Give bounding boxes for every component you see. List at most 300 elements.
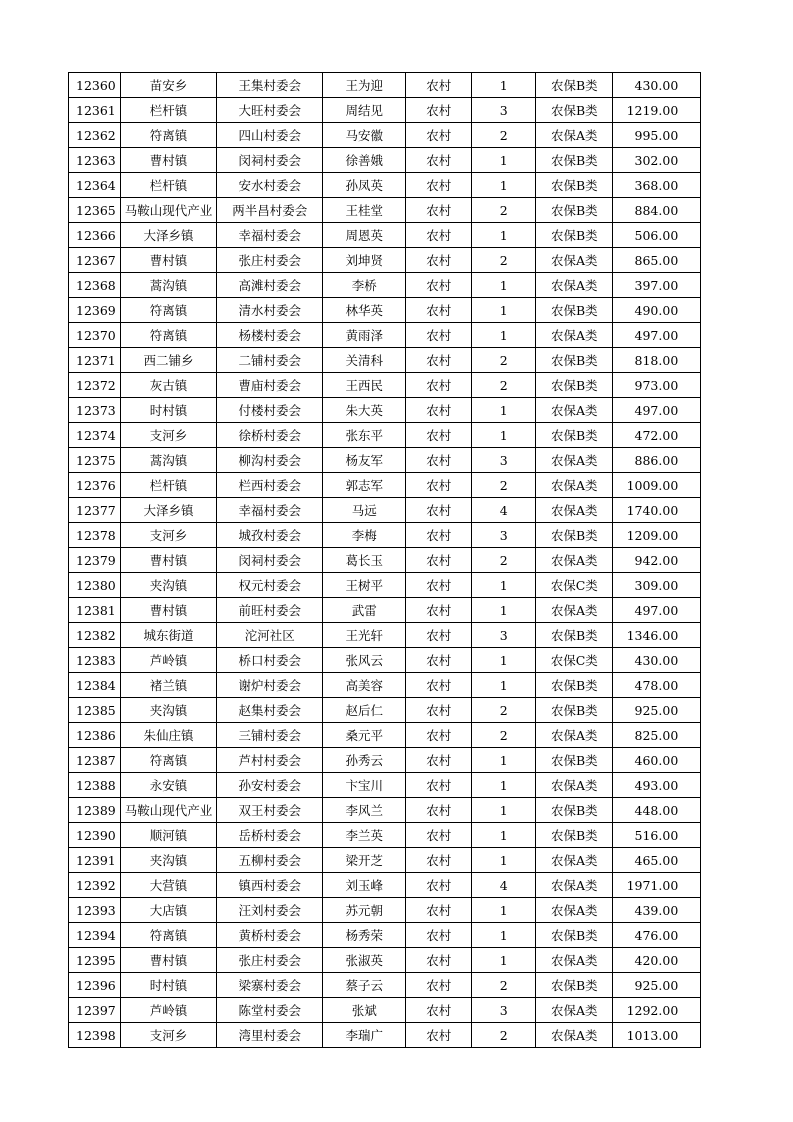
record-id-cell: 12395 xyxy=(69,948,121,973)
amount-cell: 995.00 xyxy=(613,123,701,148)
town-cell: 栏杆镇 xyxy=(120,173,217,198)
category-cell: 农保B类 xyxy=(536,798,613,823)
record-id-cell: 12385 xyxy=(69,698,121,723)
name-cell: 关清科 xyxy=(323,348,406,373)
table-row xyxy=(69,323,701,348)
household-count-cell: 1 xyxy=(472,648,536,673)
village-cell: 二铺村委会 xyxy=(217,348,323,373)
town-cell: 时村镇 xyxy=(120,398,217,423)
household-count-cell: 3 xyxy=(472,448,536,473)
household-count-cell: 1 xyxy=(472,73,536,98)
area-type-cell: 农村 xyxy=(406,748,472,773)
area-type-cell: 农村 xyxy=(406,723,472,748)
table-row xyxy=(69,473,701,498)
category-cell: 农保A类 xyxy=(536,598,613,623)
household-count-cell: 2 xyxy=(472,473,536,498)
name-cell: 葛长玉 xyxy=(323,548,406,573)
amount-cell: 1740.00 xyxy=(613,498,701,523)
table-row xyxy=(69,448,701,473)
amount-cell: 430.00 xyxy=(613,648,701,673)
amount-cell: 973.00 xyxy=(613,373,701,398)
town-cell: 芦岭镇 xyxy=(120,648,217,673)
household-count-cell: 1 xyxy=(472,273,536,298)
category-cell: 农保B类 xyxy=(536,373,613,398)
area-type-cell: 农村 xyxy=(406,248,472,273)
household-count-cell: 1 xyxy=(472,423,536,448)
name-cell: 周结见 xyxy=(323,98,406,123)
category-cell: 农保A类 xyxy=(536,948,613,973)
town-cell: 马鞍山现代产业 xyxy=(120,198,217,223)
village-cell: 双王村委会 xyxy=(217,798,323,823)
household-count-cell: 2 xyxy=(472,373,536,398)
amount-cell: 884.00 xyxy=(613,198,701,223)
town-cell: 符离镇 xyxy=(120,123,217,148)
table-row xyxy=(69,1023,701,1048)
name-cell: 张风云 xyxy=(323,648,406,673)
table-row xyxy=(69,773,701,798)
village-cell: 黄桥村委会 xyxy=(217,923,323,948)
town-cell: 西二铺乡 xyxy=(120,348,217,373)
table-row xyxy=(69,973,701,998)
name-cell: 张淑英 xyxy=(323,948,406,973)
record-id-cell: 12369 xyxy=(69,298,121,323)
town-cell: 大营镇 xyxy=(120,873,217,898)
amount-cell: 1971.00 xyxy=(613,873,701,898)
household-count-cell: 2 xyxy=(472,698,536,723)
table-row xyxy=(69,73,701,98)
area-type-cell: 农村 xyxy=(406,148,472,173)
amount-cell: 497.00 xyxy=(613,398,701,423)
town-cell: 芦岭镇 xyxy=(120,998,217,1023)
amount-cell: 516.00 xyxy=(613,823,701,848)
category-cell: 农保A类 xyxy=(536,398,613,423)
town-cell: 符离镇 xyxy=(120,298,217,323)
area-type-cell: 农村 xyxy=(406,173,472,198)
name-cell: 张东平 xyxy=(323,423,406,448)
name-cell: 黄雨泽 xyxy=(323,323,406,348)
amount-cell: 439.00 xyxy=(613,898,701,923)
record-id-cell: 12378 xyxy=(69,523,121,548)
household-count-cell: 1 xyxy=(472,773,536,798)
area-type-cell: 农村 xyxy=(406,73,472,98)
record-id-cell: 12366 xyxy=(69,223,121,248)
town-cell: 苗安乡 xyxy=(120,73,217,98)
town-cell: 永安镇 xyxy=(120,773,217,798)
household-count-cell: 1 xyxy=(472,223,536,248)
area-type-cell: 农村 xyxy=(406,273,472,298)
table-row xyxy=(69,723,701,748)
name-cell: 杨秀荣 xyxy=(323,923,406,948)
name-cell: 王为迎 xyxy=(323,73,406,98)
village-cell: 湾里村委会 xyxy=(217,1023,323,1048)
area-type-cell: 农村 xyxy=(406,698,472,723)
household-count-cell: 2 xyxy=(472,123,536,148)
village-cell: 梁寨村委会 xyxy=(217,973,323,998)
name-cell: 李兰英 xyxy=(323,823,406,848)
village-cell: 前旺村委会 xyxy=(217,598,323,623)
category-cell: 农保A类 xyxy=(536,723,613,748)
category-cell: 农保B类 xyxy=(536,298,613,323)
table-row xyxy=(69,148,701,173)
table-row xyxy=(69,623,701,648)
table-row xyxy=(69,823,701,848)
village-cell: 幸福村委会 xyxy=(217,498,323,523)
category-cell: 农保A类 xyxy=(536,273,613,298)
household-count-cell: 2 xyxy=(472,248,536,273)
village-cell: 沱河社区 xyxy=(217,623,323,648)
amount-cell: 497.00 xyxy=(613,323,701,348)
table-row xyxy=(69,98,701,123)
category-cell: 农保A类 xyxy=(536,448,613,473)
amount-cell: 368.00 xyxy=(613,173,701,198)
village-cell: 闵祠村委会 xyxy=(217,548,323,573)
area-type-cell: 农村 xyxy=(406,298,472,323)
record-id-cell: 12380 xyxy=(69,573,121,598)
town-cell: 夹沟镇 xyxy=(120,698,217,723)
village-cell: 柳沟村委会 xyxy=(217,448,323,473)
town-cell: 曹村镇 xyxy=(120,248,217,273)
record-id-cell: 12362 xyxy=(69,123,121,148)
record-id-cell: 12372 xyxy=(69,373,121,398)
amount-cell: 478.00 xyxy=(613,673,701,698)
village-cell: 汪刘村委会 xyxy=(217,898,323,923)
name-cell: 李桥 xyxy=(323,273,406,298)
household-count-cell: 1 xyxy=(472,898,536,923)
area-type-cell: 农村 xyxy=(406,373,472,398)
record-id-cell: 12396 xyxy=(69,973,121,998)
town-cell: 支河乡 xyxy=(120,1023,217,1048)
amount-cell: 925.00 xyxy=(613,698,701,723)
area-type-cell: 农村 xyxy=(406,673,472,698)
category-cell: 农保B类 xyxy=(536,523,613,548)
category-cell: 农保B类 xyxy=(536,198,613,223)
amount-cell: 490.00 xyxy=(613,298,701,323)
town-cell: 时村镇 xyxy=(120,973,217,998)
village-cell: 镇西村委会 xyxy=(217,873,323,898)
household-count-cell: 3 xyxy=(472,623,536,648)
category-cell: 农保B类 xyxy=(536,423,613,448)
household-count-cell: 1 xyxy=(472,948,536,973)
amount-cell: 925.00 xyxy=(613,973,701,998)
table-row xyxy=(69,898,701,923)
village-cell: 张庄村委会 xyxy=(217,248,323,273)
category-cell: 农保A类 xyxy=(536,873,613,898)
area-type-cell: 农村 xyxy=(406,598,472,623)
category-cell: 农保A类 xyxy=(536,248,613,273)
household-count-cell: 1 xyxy=(472,298,536,323)
household-count-cell: 2 xyxy=(472,973,536,998)
category-cell: 农保B类 xyxy=(536,973,613,998)
name-cell: 王光轩 xyxy=(323,623,406,648)
village-cell: 栏西村委会 xyxy=(217,473,323,498)
category-cell: 农保B类 xyxy=(536,748,613,773)
record-id-cell: 12387 xyxy=(69,748,121,773)
name-cell: 李瑞广 xyxy=(323,1023,406,1048)
record-id-cell: 12390 xyxy=(69,823,121,848)
name-cell: 徐善娥 xyxy=(323,148,406,173)
record-id-cell: 12363 xyxy=(69,148,121,173)
area-type-cell: 农村 xyxy=(406,998,472,1023)
household-count-cell: 1 xyxy=(472,398,536,423)
town-cell: 马鞍山现代产业 xyxy=(120,798,217,823)
table-row xyxy=(69,923,701,948)
category-cell: 农保C类 xyxy=(536,573,613,598)
amount-cell: 1209.00 xyxy=(613,523,701,548)
town-cell: 曹村镇 xyxy=(120,948,217,973)
name-cell: 周恩英 xyxy=(323,223,406,248)
household-count-cell: 1 xyxy=(472,823,536,848)
town-cell: 大泽乡镇 xyxy=(120,223,217,248)
name-cell: 朱大英 xyxy=(323,398,406,423)
town-cell: 朱仙庄镇 xyxy=(120,723,217,748)
household-count-cell: 2 xyxy=(472,198,536,223)
record-id-cell: 12382 xyxy=(69,623,121,648)
name-cell: 梁开芝 xyxy=(323,848,406,873)
table-row xyxy=(69,523,701,548)
category-cell: 农保A类 xyxy=(536,123,613,148)
record-id-cell: 12394 xyxy=(69,923,121,948)
name-cell: 李梅 xyxy=(323,523,406,548)
name-cell: 郭志军 xyxy=(323,473,406,498)
record-id-cell: 12393 xyxy=(69,898,121,923)
table-row xyxy=(69,198,701,223)
record-id-cell: 12367 xyxy=(69,248,121,273)
table-row xyxy=(69,948,701,973)
household-count-cell: 1 xyxy=(472,748,536,773)
table-row xyxy=(69,223,701,248)
amount-cell: 825.00 xyxy=(613,723,701,748)
table-row xyxy=(69,373,701,398)
table-row xyxy=(69,673,701,698)
category-cell: 农保B类 xyxy=(536,348,613,373)
category-cell: 农保B类 xyxy=(536,698,613,723)
village-cell: 安水村委会 xyxy=(217,173,323,198)
category-cell: 农保A类 xyxy=(536,848,613,873)
village-cell: 清水村委会 xyxy=(217,298,323,323)
record-id-cell: 12374 xyxy=(69,423,121,448)
household-count-cell: 2 xyxy=(472,723,536,748)
area-type-cell: 农村 xyxy=(406,548,472,573)
household-count-cell: 1 xyxy=(472,923,536,948)
table-row xyxy=(69,573,701,598)
amount-cell: 865.00 xyxy=(613,248,701,273)
category-cell: 农保A类 xyxy=(536,548,613,573)
amount-cell: 309.00 xyxy=(613,573,701,598)
name-cell: 蔡子云 xyxy=(323,973,406,998)
household-count-cell: 3 xyxy=(472,98,536,123)
household-count-cell: 3 xyxy=(472,523,536,548)
village-cell: 大旺村委会 xyxy=(217,98,323,123)
area-type-cell: 农村 xyxy=(406,348,472,373)
data-table xyxy=(68,72,701,1048)
village-cell: 城孜村委会 xyxy=(217,523,323,548)
amount-cell: 1009.00 xyxy=(613,473,701,498)
record-id-cell: 12398 xyxy=(69,1023,121,1048)
category-cell: 农保B类 xyxy=(536,148,613,173)
village-cell: 芦村村委会 xyxy=(217,748,323,773)
household-count-cell: 1 xyxy=(472,173,536,198)
town-cell: 蒿沟镇 xyxy=(120,273,217,298)
town-cell: 曹村镇 xyxy=(120,148,217,173)
household-count-cell: 3 xyxy=(472,998,536,1023)
town-cell: 城东街道 xyxy=(120,623,217,648)
name-cell: 马安徽 xyxy=(323,123,406,148)
household-count-cell: 1 xyxy=(472,323,536,348)
amount-cell: 472.00 xyxy=(613,423,701,448)
table-row xyxy=(69,498,701,523)
amount-cell: 493.00 xyxy=(613,773,701,798)
town-cell: 支河乡 xyxy=(120,523,217,548)
town-cell: 蒿沟镇 xyxy=(120,448,217,473)
household-count-cell: 1 xyxy=(472,673,536,698)
amount-cell: 430.00 xyxy=(613,73,701,98)
town-cell: 栏杆镇 xyxy=(120,473,217,498)
table-row xyxy=(69,648,701,673)
village-cell: 三铺村委会 xyxy=(217,723,323,748)
village-cell: 幸福村委会 xyxy=(217,223,323,248)
village-cell: 权元村委会 xyxy=(217,573,323,598)
area-type-cell: 农村 xyxy=(406,323,472,348)
name-cell: 李风兰 xyxy=(323,798,406,823)
category-cell: 农保A类 xyxy=(536,498,613,523)
village-cell: 闵祠村委会 xyxy=(217,148,323,173)
amount-cell: 1013.00 xyxy=(613,1023,701,1048)
name-cell: 高美容 xyxy=(323,673,406,698)
table-row xyxy=(69,273,701,298)
area-type-cell: 农村 xyxy=(406,498,472,523)
amount-cell: 476.00 xyxy=(613,923,701,948)
town-cell: 支河乡 xyxy=(120,423,217,448)
amount-cell: 818.00 xyxy=(613,348,701,373)
amount-cell: 1346.00 xyxy=(613,623,701,648)
amount-cell: 1219.00 xyxy=(613,98,701,123)
area-type-cell: 农村 xyxy=(406,523,472,548)
town-cell: 曹村镇 xyxy=(120,598,217,623)
table-row xyxy=(69,873,701,898)
village-cell: 张庄村委会 xyxy=(217,948,323,973)
amount-cell: 420.00 xyxy=(613,948,701,973)
name-cell: 赵后仁 xyxy=(323,698,406,723)
record-id-cell: 12391 xyxy=(69,848,121,873)
record-id-cell: 12371 xyxy=(69,348,121,373)
amount-cell: 465.00 xyxy=(613,848,701,873)
town-cell: 大泽乡镇 xyxy=(120,498,217,523)
record-id-cell: 12379 xyxy=(69,548,121,573)
village-cell: 五柳村委会 xyxy=(217,848,323,873)
record-id-cell: 12375 xyxy=(69,448,121,473)
town-cell: 曹村镇 xyxy=(120,548,217,573)
household-count-cell: 1 xyxy=(472,573,536,598)
area-type-cell: 农村 xyxy=(406,873,472,898)
table-row xyxy=(69,123,701,148)
amount-cell: 497.00 xyxy=(613,598,701,623)
category-cell: 农保B类 xyxy=(536,673,613,698)
amount-cell: 448.00 xyxy=(613,798,701,823)
category-cell: 农保A类 xyxy=(536,473,613,498)
name-cell: 刘坤贤 xyxy=(323,248,406,273)
table-body xyxy=(69,73,701,1048)
record-id-cell: 12389 xyxy=(69,798,121,823)
record-id-cell: 12388 xyxy=(69,773,121,798)
category-cell: 农保A类 xyxy=(536,1023,613,1048)
town-cell: 夹沟镇 xyxy=(120,848,217,873)
record-id-cell: 12373 xyxy=(69,398,121,423)
village-cell: 徐桥村委会 xyxy=(217,423,323,448)
area-type-cell: 农村 xyxy=(406,198,472,223)
name-cell: 苏元朝 xyxy=(323,898,406,923)
record-id-cell: 12368 xyxy=(69,273,121,298)
name-cell: 王西民 xyxy=(323,373,406,398)
record-id-cell: 12376 xyxy=(69,473,121,498)
name-cell: 杨友军 xyxy=(323,448,406,473)
name-cell: 卞宝川 xyxy=(323,773,406,798)
area-type-cell: 农村 xyxy=(406,423,472,448)
town-cell: 符离镇 xyxy=(120,323,217,348)
town-cell: 夹沟镇 xyxy=(120,573,217,598)
area-type-cell: 农村 xyxy=(406,473,472,498)
name-cell: 张斌 xyxy=(323,998,406,1023)
record-id-cell: 12386 xyxy=(69,723,121,748)
village-cell: 陈堂村委会 xyxy=(217,998,323,1023)
name-cell: 王树平 xyxy=(323,573,406,598)
household-count-cell: 4 xyxy=(472,498,536,523)
table-row xyxy=(69,848,701,873)
village-cell: 高滩村委会 xyxy=(217,273,323,298)
area-type-cell: 农村 xyxy=(406,1023,472,1048)
record-id-cell: 12384 xyxy=(69,673,121,698)
category-cell: 农保B类 xyxy=(536,823,613,848)
amount-cell: 1292.00 xyxy=(613,998,701,1023)
table-row xyxy=(69,598,701,623)
area-type-cell: 农村 xyxy=(406,623,472,648)
category-cell: 农保B类 xyxy=(536,223,613,248)
household-count-cell: 2 xyxy=(472,1023,536,1048)
name-cell: 武雷 xyxy=(323,598,406,623)
village-cell: 杨楼村委会 xyxy=(217,323,323,348)
household-count-cell: 1 xyxy=(472,798,536,823)
record-id-cell: 12381 xyxy=(69,598,121,623)
area-type-cell: 农村 xyxy=(406,223,472,248)
household-count-cell: 2 xyxy=(472,348,536,373)
amount-cell: 506.00 xyxy=(613,223,701,248)
area-type-cell: 农村 xyxy=(406,398,472,423)
record-id-cell: 12397 xyxy=(69,998,121,1023)
table-row xyxy=(69,423,701,448)
village-cell: 四山村委会 xyxy=(217,123,323,148)
category-cell: 农保A类 xyxy=(536,773,613,798)
category-cell: 农保B类 xyxy=(536,623,613,648)
village-cell: 谢炉村委会 xyxy=(217,673,323,698)
village-cell: 岳桥村委会 xyxy=(217,823,323,848)
name-cell: 刘玉峰 xyxy=(323,873,406,898)
category-cell: 农保B类 xyxy=(536,173,613,198)
household-count-cell: 1 xyxy=(472,848,536,873)
area-type-cell: 农村 xyxy=(406,848,472,873)
town-cell: 栏杆镇 xyxy=(120,98,217,123)
table-row xyxy=(69,298,701,323)
village-cell: 桥口村委会 xyxy=(217,648,323,673)
name-cell: 马远 xyxy=(323,498,406,523)
village-cell: 孙安村委会 xyxy=(217,773,323,798)
table-row xyxy=(69,548,701,573)
category-cell: 农保B类 xyxy=(536,98,613,123)
town-cell: 褚兰镇 xyxy=(120,673,217,698)
table-row xyxy=(69,798,701,823)
area-type-cell: 农村 xyxy=(406,823,472,848)
name-cell: 桑元平 xyxy=(323,723,406,748)
area-type-cell: 农村 xyxy=(406,948,472,973)
town-cell: 顺河镇 xyxy=(120,823,217,848)
